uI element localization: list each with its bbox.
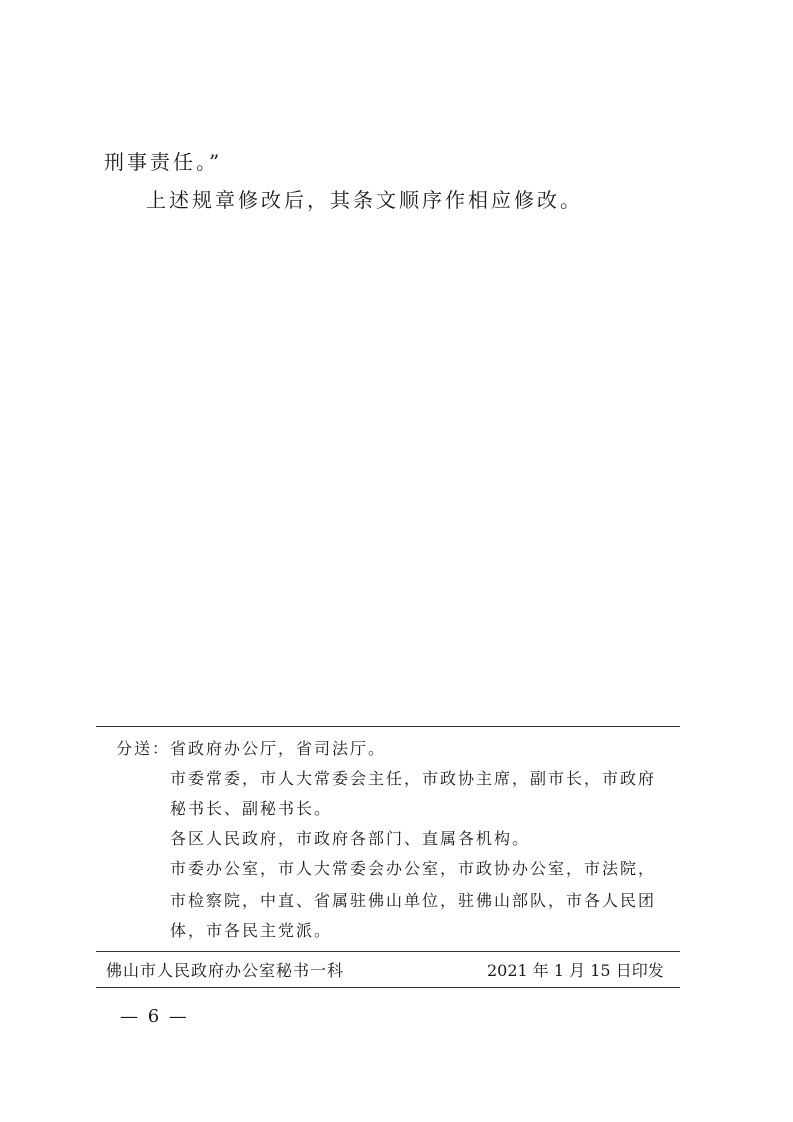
print-date: 2021 年 1 月 15 日印发: [487, 961, 664, 980]
distribution-line: 市委办公室，市人大常委会办公室，市政协办公室，市法院，: [170, 859, 657, 878]
distribution-line: 秘书长、副秘书长。: [170, 799, 333, 818]
distribution-line: 省政府办公厅，省司法厅。: [170, 739, 387, 758]
body-text-line: 上述规章修改后，其条文顺序作相应修改。: [146, 188, 583, 212]
issuer-name: 佛山市人民政府办公室秘书一科: [106, 961, 345, 980]
page-number: — 6 —: [120, 1006, 189, 1027]
distribution-top-rule: [96, 726, 680, 727]
distribution-label: 分送：: [116, 739, 171, 758]
imprint-bottom-rule: [96, 987, 680, 988]
imprint-top-rule: [96, 951, 680, 952]
distribution-line: 市检察院，中直、省属驻佛山单位，驻佛山部队，市各人民团: [170, 891, 657, 910]
distribution-line: 市委常委，市人大常委会主任，市政协主席，副市长，市政府: [170, 769, 657, 788]
body-text-line: 刑事责任。”: [104, 150, 223, 174]
distribution-line: 各区人民政府，市政府各部门、直属各机构。: [170, 829, 531, 848]
distribution-line: 体，市各民主党派。: [170, 921, 333, 940]
